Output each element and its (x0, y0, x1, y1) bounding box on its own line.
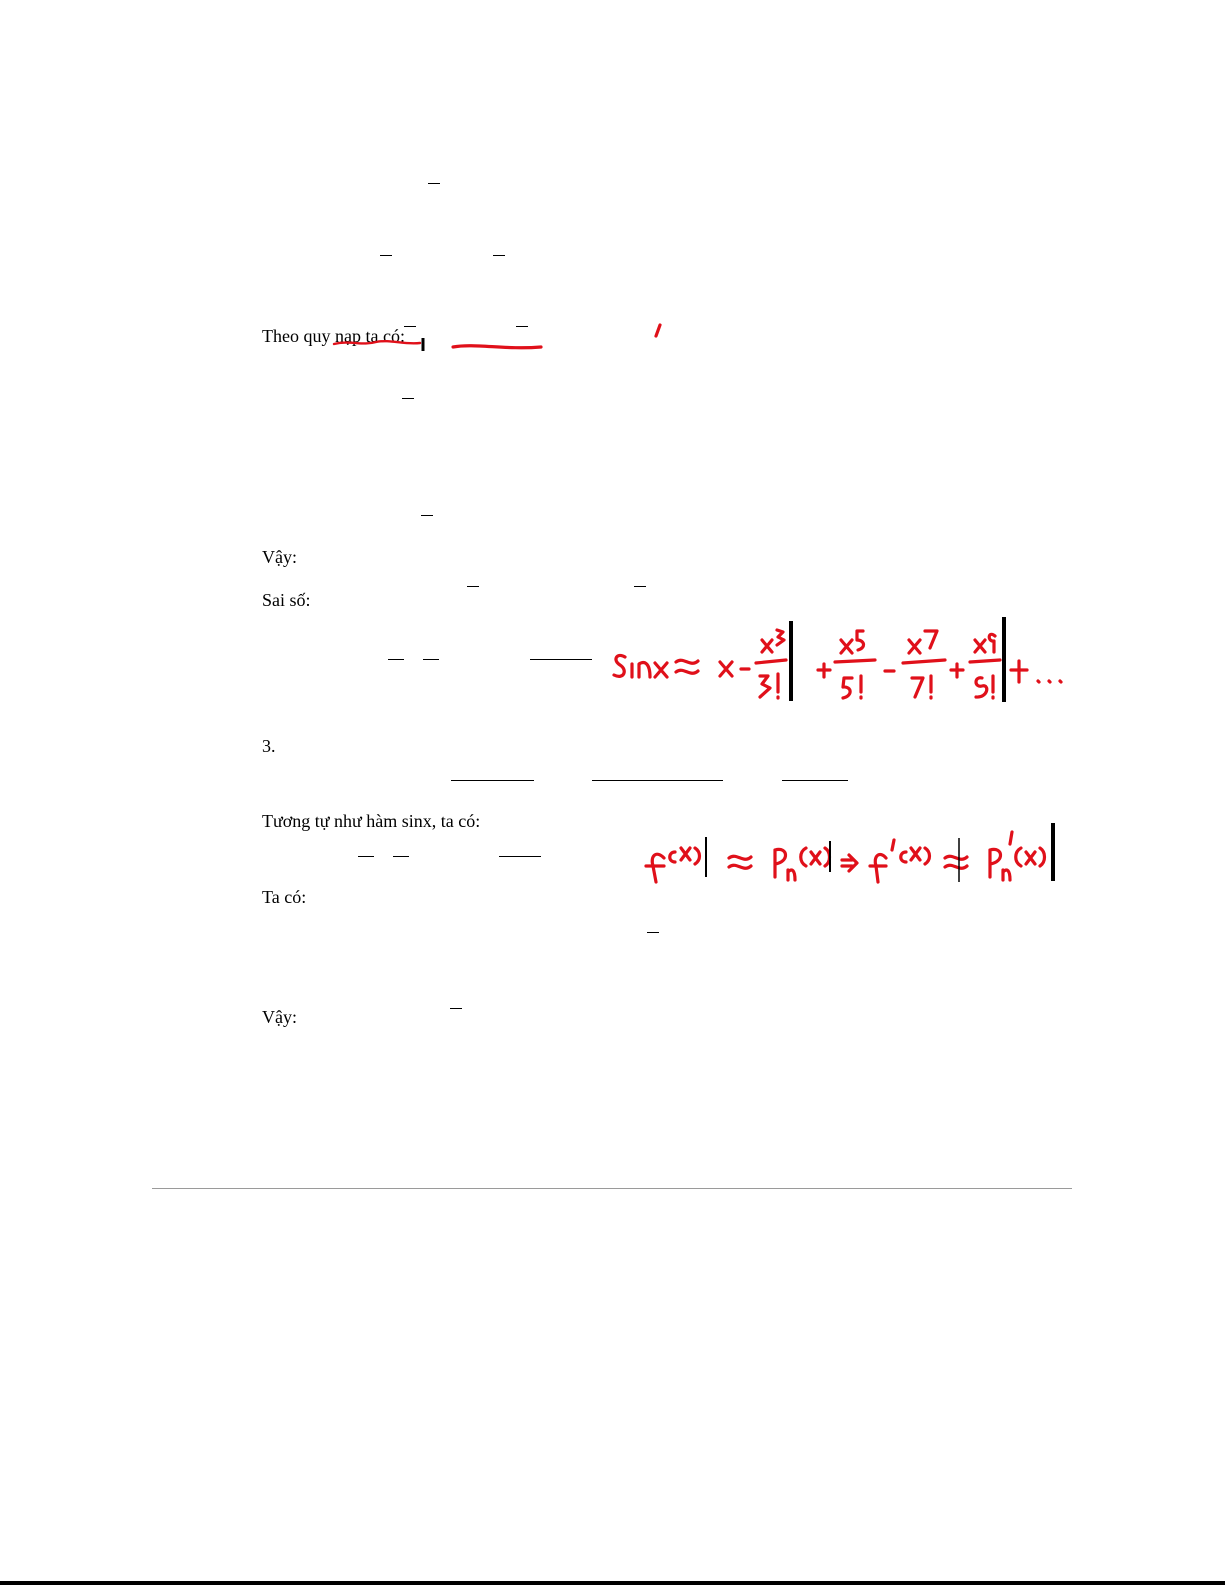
fraction-bar (358, 856, 374, 857)
fraction-bar (530, 659, 592, 660)
fraction-bar (499, 856, 541, 857)
page-separator (152, 1188, 1072, 1189)
fraction-bar (380, 255, 392, 256)
text-therefore: Vậy: (262, 547, 297, 567)
fraction-bar (647, 932, 659, 933)
fraction-bar (402, 398, 414, 399)
handwritten-sine-series (614, 617, 1061, 702)
text-error: Sai số: (262, 590, 311, 610)
fraction-bar (467, 586, 479, 587)
fraction-bar (428, 183, 440, 184)
fraction-bar (450, 1008, 462, 1009)
text-induction: Theo quy nạp ta có: (262, 326, 405, 346)
fraction-bar (782, 780, 848, 781)
fraction-bar (516, 326, 528, 327)
text-we-have: Ta có: (262, 887, 307, 907)
fraction-bar (592, 780, 723, 781)
section-number: 3. (262, 736, 276, 756)
bottom-edge (0, 1581, 1225, 1585)
text-similar: Tương tự như hàm sinx, ta có: (262, 811, 481, 831)
handwritten-derivative-note (646, 823, 1053, 882)
fraction-bar (423, 659, 439, 660)
fraction-bar (393, 856, 409, 857)
fraction-bar (451, 780, 534, 781)
fraction-bar (493, 255, 505, 256)
fraction-bar (388, 659, 404, 660)
fraction-bar (634, 586, 646, 587)
text-therefore-2: Vậy: (262, 1007, 297, 1027)
fraction-bar (421, 515, 433, 516)
fraction-bar (404, 326, 416, 327)
